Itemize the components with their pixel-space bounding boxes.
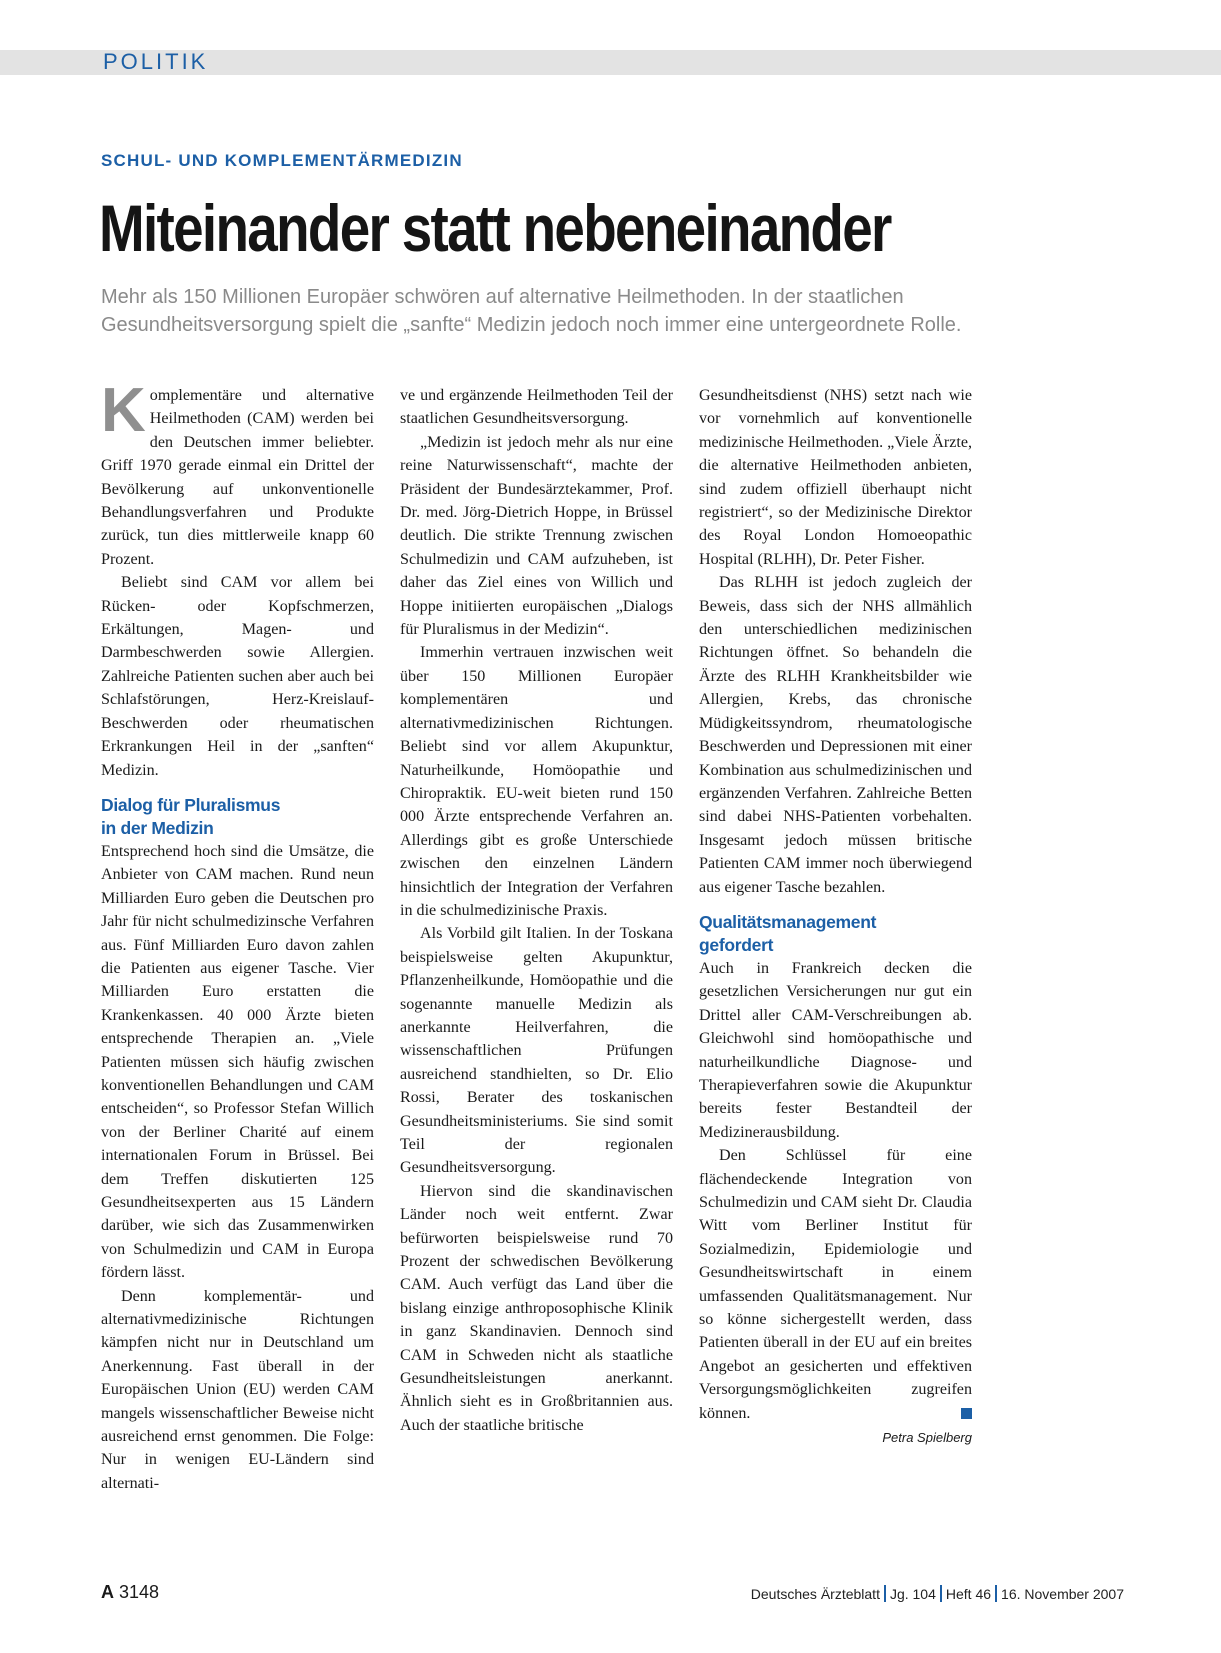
paragraph-text: omplementäre und alternative Heilmethoden (CAM) werden bei den Deutschen immer beliebter. Griff 1970 gerade einmal ein Drittel der Bevölkerung auf unkonventionelle Behandlungsverfahren und Produkte zurück, tun dies mittlerweile knapp 60 Prozent. — [101, 387, 374, 568]
author-name: Petra Spielberg — [882, 1430, 972, 1446]
column-2 — [400, 384, 673, 1437]
paragraph: Das RLHH ist jedoch zugleich der Beweis, dass sich der NHS allmählich den unterschiedlichen medizinischen Richtungen öffnet. So behandeln die Ärzte des RLHH Krankheitsbilder wie Allergien, Krebs, das chronische Müdigkeitssyndrom, rheumatologische Beschwerden und Depressionen mit einer Kombination aus schulmedizinischen und ergänzenden Verfahren. Zahlreiche Betten sind dabei NHS-Patienten vorbehalten. Insgesamt jedoch müssen britische Patienten CAM immer noch überwiegend aus eigener Tasche bezahlen. — [699, 574, 972, 896]
paragraph: Hiervon sind die skandinavischen Länder noch weit entfernt. Zwar befürworten beispielsweise rund 70 Prozent der schwedischen Bevölkerung CAM. Auch verfügt das Land über die bislang einzige anthroposophische Klinik in ganz Skandinavien. Dennoch sind CAM in Schweden nicht als staatliche Gesundheitsleistungen anerkannt. Ähnlich sieht es in Großbritannien aus. Auch der staatliche britische — [400, 1182, 673, 1434]
paragraph: Als Vorbild gilt Italien. In der Toskana beispielsweise gelten Akupunktur, Pflanzenheilkunde, Homöopathie und die sogenannte manuelle Medizin als anerkannte Heilverfahren, die wissenschaftlichen Prüfungen ausreichend standhielten, so Dr. Elio Rossi, Berater des toskanischen Gesundheitsministeriums. Sie sind somit Teil der regionalen Gesundheitsversorgung. — [400, 925, 673, 1177]
paragraph: „Medizin ist jedoch mehr als nur eine reine Naturwissenschaft“, machte der Präsident der Bundesärztekammer, Prof. Dr. med. Jörg-Dietrich Hoppe, in Brüssel deutlich. Die strikte Trennung zwischen Schulmedizin und CAM aufzuheben, ist daher das Ziel eines von Willich und Hoppe initiierten europäischen „Dialogs für Pluralismus in der Medizin“. — [400, 433, 673, 639]
paragraph — [699, 1144, 972, 1425]
subheading-quality — [699, 911, 972, 957]
volume: Jg. 104 — [889, 1586, 936, 1602]
paragraph: Beliebt sind CAM vor allem bei Rücken- oder Kopfschmerzen, Erkältungen, Magen- und Darmbeschwerden sowie Allergien. Zahlreiche Patienten suchen aber auch bei Schlafstörungen, Herz-Kreislauf-Beschwerden oder rheumatischen Erkrankungen Heil in der „sanften“ Medizin. — [101, 574, 374, 779]
paragraph: Auch in Frankreich decken die gesetzlichen Versicherungen nur gut ein Drittel aller CAM-Verschreibungen ab. Gleichwohl sind homöopathische und naturheilkundliche Diagnose- und Therapieverfahren sowie die Akupunktur bereits fester Bestandteil der Medizinerausbildung. — [699, 959, 972, 1141]
section-label: POLITIK — [103, 49, 209, 74]
column-3 — [699, 384, 972, 1449]
page-prefix: A — [101, 1582, 114, 1602]
drop-cap: K — [101, 376, 146, 445]
journal-name: Deutsches Ärzteblatt — [750, 1586, 880, 1602]
paragraph: Gesundheitsdienst (NHS) setzt nach wie vor vornehmlich auf konventionelle medizinische Heilmethoden. „Viele Ärzte, die alternative Heilmethoden anbieten, sind zudem offiziell überhaupt nicht registriert“, so der Medizinische Direktor des Royal London Homoeopathic Hospital (RLHH), Dr. Peter Fisher. — [699, 387, 972, 568]
paragraph: Denn komplementär- und alternativmedizinische Richtungen kämpfen nicht nur in Deutschland um Anerkennung. Fast überall in der Europäischen Union (EU) werden CAM mangels wissenschaftlicher Beweise nicht ausreichend ernst genommen. Die Folge: Nur in wenigen EU-Ländern sind alternati- — [101, 1287, 374, 1492]
page-number-value: 3148 — [119, 1582, 160, 1602]
subheading-line: Dialog für Pluralismus — [101, 794, 281, 815]
article-lead: Mehr als 150 Millionen Europäer schwören auf alternative Heilmethoden. In der staatlichen Gesundheitsversorgung spielt die „sanfte“ Medizin jedoch noch immer eine untergeordnete Rolle. — [101, 286, 962, 336]
article-kicker: SCHUL- UND KOMPLEMENTÄRMEDIZIN — [101, 151, 463, 170]
page-number — [101, 1582, 159, 1603]
separator — [940, 1585, 942, 1602]
paragraph: Entsprechend hoch sind die Umsätze, die Anbieter von CAM machen. Rund neun Milliarden Euro geben die Deutschen pro Jahr für nicht schulmedizinsche Verfahren aus. Fünf Milliarden Euro davon zahlen die Patienten aus eigener Tasche. Vier Milliarden Euro erstatten die Krankenkassen. 40 000 Ärzte bieten entsprechende Therapien an. „Viele Patienten müssen sich häufig zwischen konventionellen Behandlungen und CAM entscheiden“, so Professor Stefan Willich von der Berliner Charité auf einem internationalen Forum in Brüssel. Bei dem Treffen diskutierten 125 Gesundheitsexperten aus 15 Ländern darüber, wie sich das Zusammenwirken von Schulmedizin und CAM in Europa fördern lässt. — [101, 842, 374, 1282]
paragraph: Immerhin vertrauen inzwischen weit über 150 Millionen Europäer komplementären und alternativmedizinischen Richtungen. Beliebt sind vor allem Akupunktur, Naturheilkunde, Homöopathie und Chiropraktik. EU-weit bieten rund 150 000 Ärzte entsprechende Verfahren an. Allerdings gibt es große Unterschiede zwischen den einzelnen Ländern hinsichtlich der Integration der Verfahren in die schulmedizinische Praxis. — [400, 644, 673, 919]
subheading-line: gefordert — [699, 934, 774, 955]
footer-citation — [751, 1585, 1124, 1602]
subheading-line: Qualitätsmanagement — [699, 911, 877, 932]
paragraph — [101, 376, 374, 571]
article-title: Miteinander statt nebeneinander — [99, 191, 891, 265]
paragraph: ve und ergänzende Heilmethoden Teil der staatlichen Gesundheitsversorgung. — [400, 387, 673, 428]
issue-date: 16. November 2007 — [1001, 1586, 1124, 1602]
end-mark-icon — [961, 1408, 972, 1419]
column-1 — [101, 376, 374, 1495]
separator — [995, 1585, 997, 1602]
issue: Heft 46 — [945, 1586, 992, 1602]
paragraph-text: Den Schlüssel für eine flächendeckende Integration von Schulmedizin und CAM sieht Dr. Claudia Witt vom Berliner Institut für Sozialmedizin, Epidemiologie und Gesundheitswirtschaft in einem umfassenden Qualitätsmanagement. Nur so könne sichergestellt werden, dass Patienten überall in der EU auf ein breites Angebot an gesicherten und effektiven Versorgungsmöglichkeiten zugreifen können. — [699, 1147, 972, 1422]
subheading-dialog — [101, 794, 374, 840]
subheading-line: in der Medizin — [101, 817, 214, 838]
separator — [884, 1585, 886, 1602]
